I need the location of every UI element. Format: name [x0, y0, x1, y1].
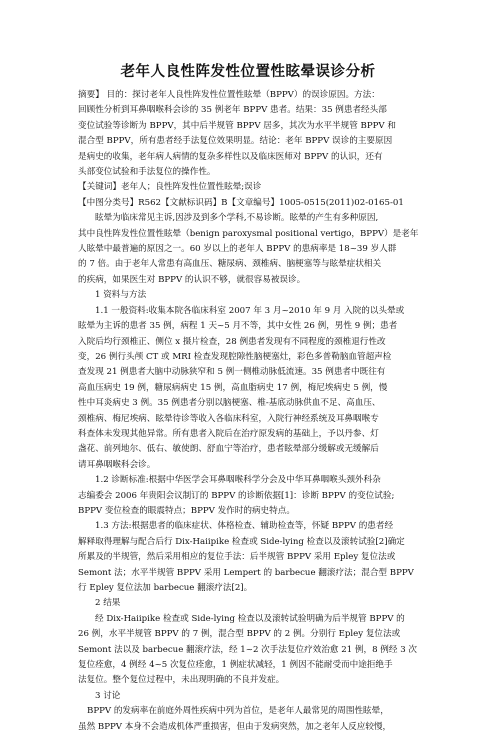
section-heading: 1 资料与方法 [95, 290, 147, 301]
body-line: 志编委会 2006 年贵阳会议制订的 BPPV 的诊断依据[1]：诊断 BPPV 的变位试验; [78, 490, 395, 501]
body-line: BPPV 的发病率在前庭外周性疾病中列为首位，是老年人最常见的周围性眩晕， [87, 706, 389, 717]
body-line: 1.3 方法:根据患者的临床症状、体格检查、辅助检查等，怀疑 BPPV 的患者经 [95, 521, 394, 532]
body-line: 性中耳炎病史 3 例。35 例患者分别以脑梗塞、椎-基底动脉供血不足、高血压、 [78, 398, 381, 409]
body-line: 1.2 诊断标准:根据中华医学会耳鼻咽喉科学分会及中华耳鼻咽喉头颈外科杂 [95, 475, 381, 486]
body-line: 眩晕为主诉的患者 35 例，病程 1 天~5 月不等，其中女性 26 例，男性 9 例；患者 [78, 321, 398, 332]
body-line: 所累及的半规管，然后采用相应的复位手法：后半规管 BPPV 采用 Epley 复位法或 [78, 552, 396, 563]
body-line: 盏花、前列地尔、低右、敏使朗、舒血宁等治疗，患者眩晕部分缓解或无缓解后 [78, 444, 379, 455]
paper-title: 老年人良性阵发性位置性眩晕误诊分析 [120, 64, 376, 80]
body-line: 科查体未发现其他异常。所有患者入院后在治疗原发病的基础上，予以丹参、灯 [78, 428, 379, 439]
body-line: 复位痊愈，4 例经 4~5 次复位痊愈，1 例症状减轻，1 例因不能耐受而中途拒绝手 [78, 660, 393, 671]
body-line: 行 Epley 复位法加 barbecue 翻滚疗法[2]。 [78, 583, 253, 593]
body-line: 入院后均行颈椎正、侧位 x 摄片检查，28 例患者发现有不同程度的颈椎退行性改 [78, 336, 386, 347]
body-line: 26 例，水平半规管 BPPV 的 7 例，混合型 BPPV 的 2 例。分别行 Epley 复位法或 [78, 629, 401, 640]
abstract-line: 摘要】 目的：探讨老年人良性阵发性位置性眩晕（BPPV）的误诊原因。方法： [78, 90, 380, 100]
body-line: 解释取得理解与配合后行 Dix-Haiipike 检查或 Side-lying 检查以及滚转试验[2]确定 [78, 536, 405, 547]
body-line: 查发现 21 例患者大脑中动脉狭窄和 5 例一侧椎动脉低流速。35 例患者中既往有 [78, 367, 386, 378]
body-line: 人眩晕中最普遍的原因之一。60 岁以上的老年人 BPPV 的患病率是 18~39 岁人群 [78, 244, 397, 255]
body-line: 眩晕为临床常见主诉,因涉及到多个学科,不易诊断。眩晕的产生有多种原因, [95, 213, 379, 224]
body-line: 1.1 一般资料:收集本院各临床科室 2007 年 3 月~2010 年 9 月 入院的以头晕或 [95, 305, 405, 316]
classification-line: 【中图分类号】R562【文献标识码】B【文章编号】1005-0515(2011)02-0165-01 [78, 197, 404, 208]
body-line: 请耳鼻咽喉科会诊。 [78, 459, 156, 470]
body-line: 高血压病史 19 例，糖尿病病史 15 例，高血脂病史 17 例，梅尼埃病史 5 例，慢 [78, 382, 388, 393]
body-line: Semont 法；水平半规管 BPPV 采用 Lempert 的 barbecue 翻滚疗法；混合型 BPPV [78, 567, 414, 578]
abstract-line: 回顾性分析到耳鼻咽喉科会诊的 35 例老年 BPPV 患者。结果：35 例患者经头部 [78, 105, 387, 116]
body-line: BPPV 变位检查的眼震特点；BPPV 发作时的病史特点。 [78, 505, 295, 516]
body-line: 经 Dix-Haiipike 检查或 Side-lying 检查以及滚转试验明确为后半规管 BPPV 的 [95, 613, 405, 624]
body-line: 其中良性阵发性位置性眩晕（benign paroxysmal positional vertigo，BPPV）是老年 [78, 228, 419, 239]
section-heading: 2 结果 [95, 598, 121, 609]
abstract-line: 头部变位试验和手法复位的操作性。 [78, 167, 216, 178]
abstract-line: 是病史的收集，老年病人病情的复杂多样性以及临床医师对 BPPV 的认识，还有 [78, 151, 383, 162]
body-line: 的 7 倍。由于老年人常患有高血压、糖尿病、颈椎病、脑梗塞等与眩晕症状相关 [78, 259, 382, 270]
abstract-line: 混合型 BPPV，所有患者经手法复位效果明显。结论：老年 BPPV 误诊的主要原因 [78, 136, 393, 147]
keywords-line: 【关键词】老年人；良性阵发性位置性眩晕;误诊 [78, 182, 262, 193]
body-line: 颈椎病、梅尼埃病、眩晕待诊等收入各临床科室，入院行神经系统及耳鼻咽喉专 [78, 413, 379, 424]
body-line: Semont 法以及 barbecue 翻滚疗法，经 1~2 次手法复位疗效治愈 21 例，8 例经 3 次 [78, 644, 418, 655]
body-line: 变，26 例行头颅 CT 或 MRI 检查发现腔隙性脑梗塞灶，彩色多普勒脑血管超声检 [78, 351, 392, 362]
paper-body [78, 88, 428, 735]
section-heading: 3 讨论 [95, 690, 121, 701]
abstract-line: 变位试验等诊断为 BPPV，其中后半规管 BPPV 居多，其次为水平半规管 BPPV 和 [78, 120, 396, 131]
body-line: 的疾病，如果医生对 BPPV 的认识不够，就很容易被误诊。 [78, 274, 306, 285]
body-line: 虽然 BPPV 本身不会造成机体严重损害，但由于发病突然，加之老年人反应较慢， [78, 721, 392, 732]
body-line: 法复位。整个复位过程中，未出现明确的不良并发症。 [78, 675, 285, 686]
